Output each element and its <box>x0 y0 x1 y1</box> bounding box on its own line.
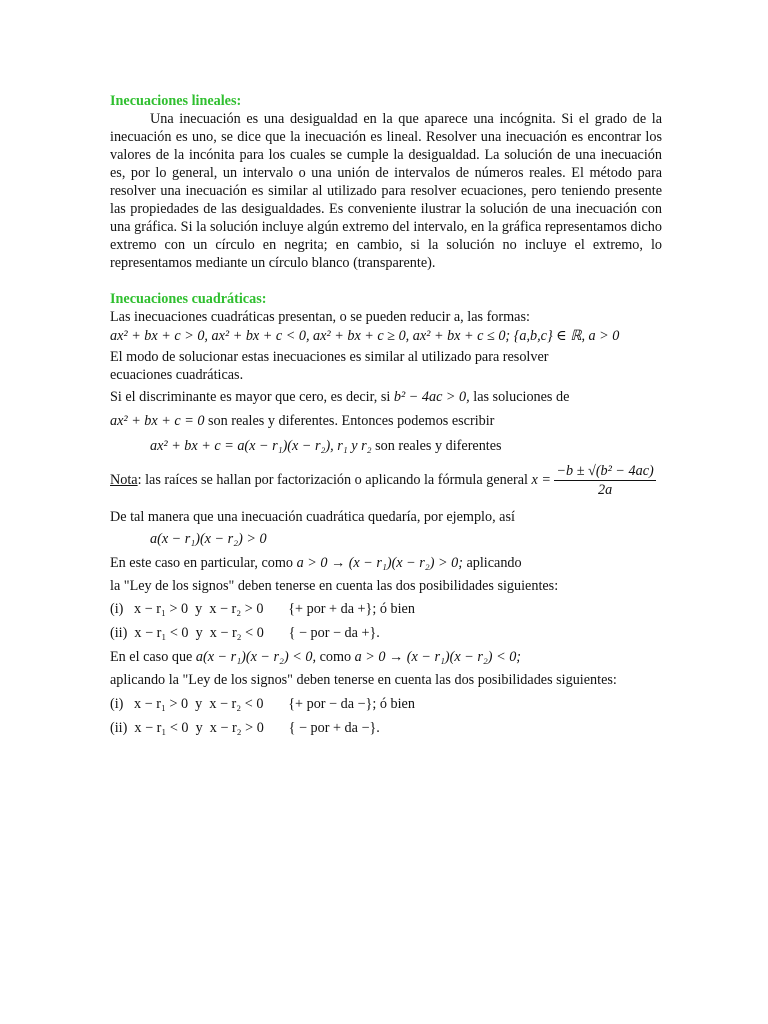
case2-mid: como <box>319 649 352 665</box>
formula-numerator: −b ± √(b² − 4ac) <box>556 463 654 479</box>
case1-expr: a > 0 → (x − r₁)(x − r₂) > 0; <box>296 555 463 571</box>
case1-line <box>110 554 522 572</box>
factorization-expr: ax² + bx + c = a(x − r₁)(x − r₂), r₁ y r₂ <box>150 438 372 454</box>
example-line: De tal manera que una inecuación cuadrática quedaría, por ejemplo, así <box>110 509 515 525</box>
case2-line <box>110 648 521 666</box>
heading-inecuaciones-cuadraticas: Inecuaciones cuadráticas: <box>110 291 267 307</box>
case1-option-ii: (ii) x − r₁ < 0 y x − r₂ < 0 { − por − da +}. <box>110 625 380 641</box>
intro-line: Las inecuaciones cuadráticas presentan, o se pueden reducir a, las formas: <box>110 309 530 325</box>
case2-expr: a(x − r₁)(x − r₂) < 0, <box>195 649 317 665</box>
discriminant-expr: b² − 4ac > 0, <box>393 389 470 405</box>
case1-text: En este caso en particular, como <box>110 555 294 571</box>
equation-tail: son reales y diferentes. Entonces podemos escribir <box>207 413 495 429</box>
equation-expr: ax² + bx + c = 0 <box>110 413 205 429</box>
nota-line <box>110 462 656 499</box>
quadratic-formula <box>554 462 655 499</box>
nota-x: x = <box>531 471 551 488</box>
heading-inecuaciones-lineales: Inecuaciones lineales: <box>110 93 242 109</box>
example-expr: a(x − r₁)(x − r₂) > 0 <box>150 531 267 547</box>
discriminant-line <box>110 388 569 406</box>
case2-text: En el caso que <box>110 649 193 665</box>
paragraph-lineales-text: Una inecuación es una desigualdad en la que aparece una incógnita. Si el grado de la inecuación es uno, se dice que la inecuación es lineal. Resolver una inecuación es encontrar los valores de la incónita para los cuales se cumple la desigualdad. La solución de una inecuación es, por lo general, un intervalo o una unión de intervalos de números reales. El método para resolver una inecuación es similar al utilizado para resolver ecuaciones, pero teniendo presente las propiedades de las desigualdades. Es conveniente ilustrar la solución de una inecuación con una gráfica. Si la solución incluye algún extremo del intervalo, en la gráfica representamos dicho extremo con un círculo en negrita; en cambio, si la solución no incluye el extremo, lo representamos mediante un círculo blanco (transparente). <box>110 111 662 271</box>
discriminant-text: Si el discriminante es mayor que cero, es decir, si <box>110 389 391 405</box>
case2-expr-2: a > 0 → (x − r₁)(x − r₂) < 0; <box>354 649 522 665</box>
quadratic-forms: ax² + bx + c > 0, ax² + bx + c < 0, ax² + bx + c ≥ 0, ax² + bx + c ≤ 0; {a,b,c} ∈ ℝ, a > 0 <box>110 328 620 344</box>
case1-tail: aplicando <box>466 555 522 571</box>
paragraph-lineales <box>110 110 662 272</box>
factorization-tail: son reales y diferentes <box>375 438 502 454</box>
factorization-line <box>150 437 502 455</box>
case2-option-i: (i) x − r₁ > 0 y x − r₂ < 0 {+ por − da −}; ó bien <box>110 696 415 712</box>
case2-line-2: aplicando la "Ley de los signos" deben tenerse en cuenta las dos posibilidades siguientes: <box>110 672 617 688</box>
formula-denominator: 2a <box>598 482 613 498</box>
case1-option-i: (i) x − r₁ > 0 y x − r₂ > 0 {+ por + da +}; ó bien <box>110 601 415 617</box>
method-line-1: El modo de solucionar estas inecuaciones es similar al utilizado para resolver <box>110 349 549 365</box>
case2-option-ii: (ii) x − r₁ < 0 y x − r₂ > 0 { − por + da −}. <box>110 720 380 736</box>
nota-label: Nota <box>110 471 138 488</box>
nota-text: : las raíces se hallan por factorización o aplicando la fórmula general <box>137 471 528 488</box>
case1-line-2: la "Ley de los signos" deben tenerse en cuenta las dos posibilidades siguientes: <box>110 578 559 594</box>
method-line-2: ecuaciones cuadráticas. <box>110 367 244 383</box>
equation-line <box>110 412 494 430</box>
discriminant-tail: las soluciones de <box>473 389 570 405</box>
